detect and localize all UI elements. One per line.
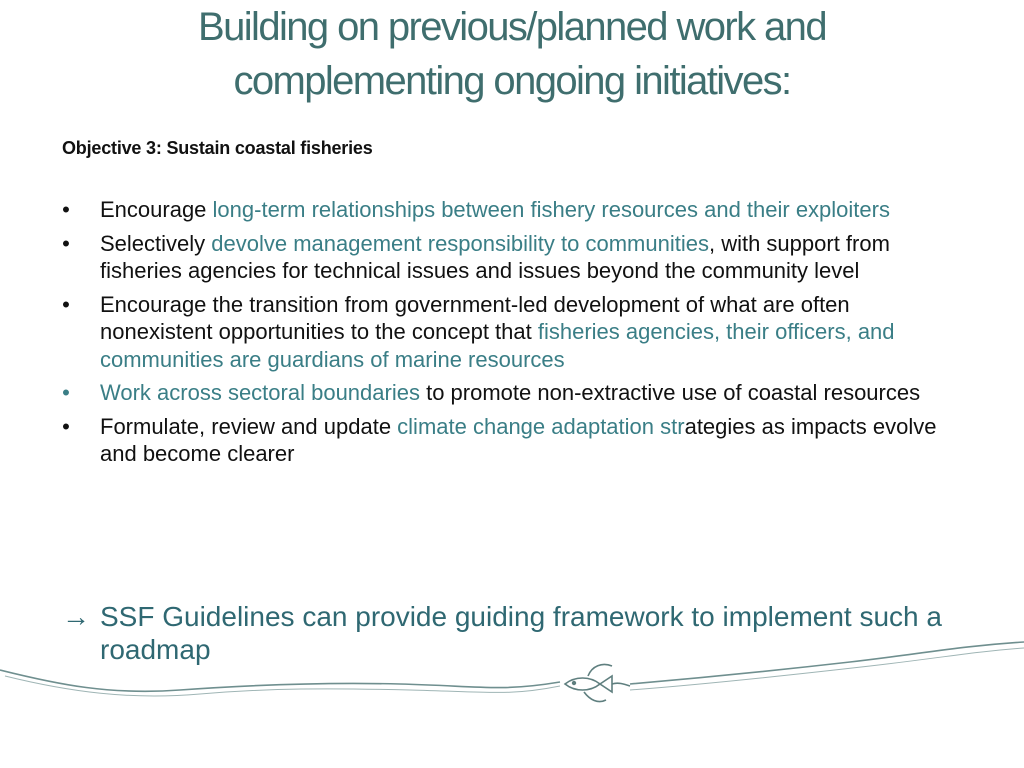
bullet-text-rest: ategies as impacts evolve and become clearer: [100, 413, 937, 466]
bullet-marker: •: [62, 413, 70, 439]
slide-title-line-1: Building on previous/planned work and: [198, 5, 826, 49]
bullet-list: [56, 196, 966, 474]
bullet-highlight: devolve management responsibility to communities: [211, 230, 709, 256]
bullet-item: [56, 379, 966, 407]
bullet-text: Encourage: [100, 197, 213, 222]
bullet-marker: •: [62, 380, 70, 405]
bullet-item: [56, 196, 966, 224]
bullet-highlight: long-term relationships between fishery resources and their exploiters: [212, 197, 890, 222]
fish-icon: [565, 664, 630, 701]
bullet-text: Selectively: [100, 230, 212, 256]
bullet-item: [56, 413, 966, 468]
bullet-text-rest: to promote non-extractive use of coastal resources: [419, 380, 921, 405]
bullet-text-rest: , with support from fisheries agencies for technical issues and issues beyond the community level: [100, 230, 890, 283]
bullet-text: Encourage the transition from government-led development of what are often nonexistent opportunities to the concept that: [100, 291, 850, 344]
objective-heading: Objective 3: Sustain coastal fisheries: [62, 138, 373, 158]
bullet-highlight: fisheries agencies, their officers, and communities are guardians of marine resources: [100, 319, 895, 372]
bullet-highlight: Work across sectoral boundaries: [100, 380, 420, 405]
bullet-text: Formulate, review and update: [100, 413, 398, 439]
wave-fish-ornament-icon: [0, 640, 1024, 720]
bullet-item: [56, 291, 966, 374]
arrow-right-icon: →: [62, 601, 90, 632]
bullet-marker: •: [62, 197, 70, 222]
conclusion-text: SSF Guidelines can provide guiding framework to implement such a roadmap: [100, 601, 942, 665]
bullet-marker: •: [62, 230, 70, 256]
bullet-marker: •: [62, 291, 70, 317]
slide-title: [100, 0, 924, 108]
bullet-item: [56, 230, 966, 285]
slide-title-line-2: complementing ongoing initiatives:: [233, 59, 791, 103]
bullet-highlight: climate change adaptation str: [397, 413, 685, 439]
